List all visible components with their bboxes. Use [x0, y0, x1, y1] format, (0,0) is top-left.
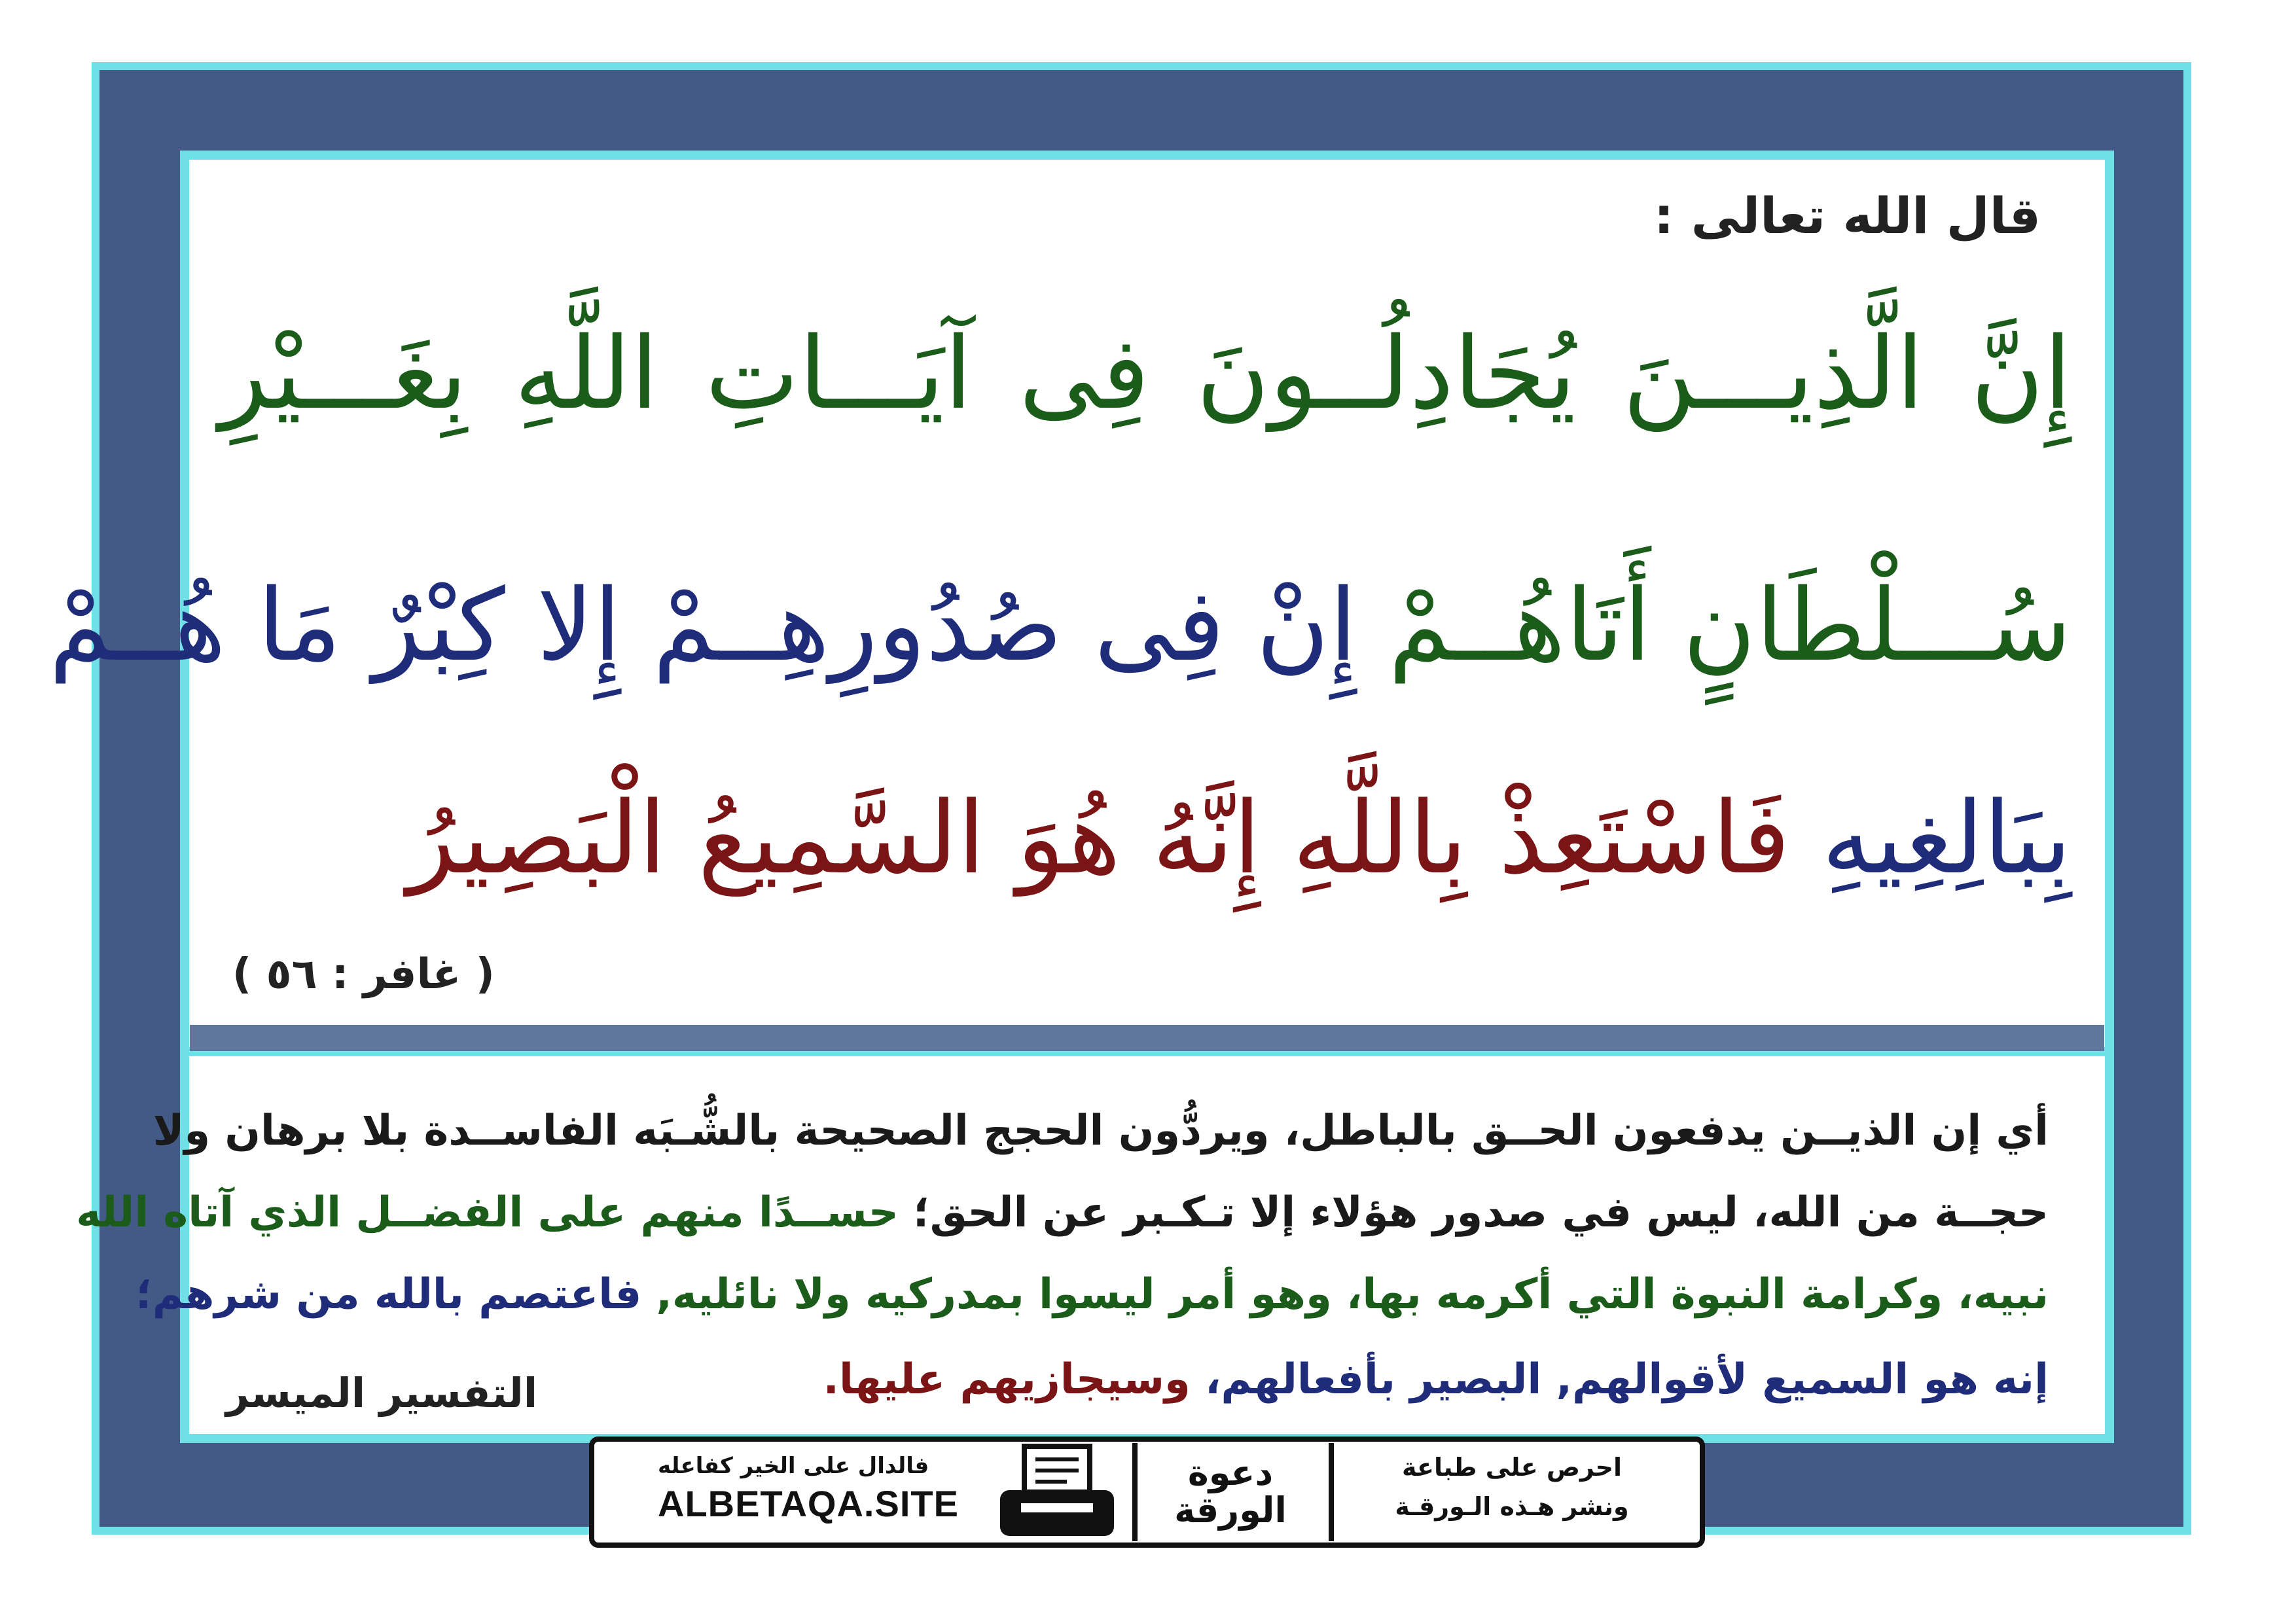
footer-note-line-1: احرص على طباعة [1401, 1453, 1623, 1482]
tafsir-line-3-blue: فاعتصم بالله من شرهم؛ [135, 1270, 642, 1319]
tafsir-source: التفسير الميسر [226, 1369, 538, 1417]
footer-divider-right [1329, 1443, 1334, 1541]
verse-line-3-blue: بِبَالِغِيهِ [1821, 780, 2072, 896]
dawah-logo [1162, 1443, 1299, 1541]
tafsir-line-4 [823, 1355, 2049, 1405]
printer-icon [995, 1443, 1119, 1541]
verse-line-2 [48, 567, 2072, 683]
verse-line-1: إِنَّ الَّذِيـــنَ يُجَادِلُــونَ فِى آيَـــاتِ اللَّهِ بِغَـــيْرِ [219, 315, 2072, 431]
tafsir-line-4-blue: إنه هو السميع لأقوالهم, البصير بأفعالهم، [1205, 1355, 2049, 1404]
logo-line-1: دعوة [1187, 1452, 1274, 1494]
footer-divider-left [1132, 1443, 1138, 1541]
verse-line-3-red: فَاسْتَعِذْ بِاللَّهِ إِنَّهُ هُوَ السَّمِيعُ الْبَصِيرُ [407, 780, 1791, 896]
footer-site-link[interactable]: ALBETAQA.SITE [658, 1483, 959, 1524]
page-title: قال الله تعالى : [1653, 187, 2041, 245]
footer-slogan: فالدال على الخير كفاعله [658, 1453, 929, 1479]
tafsir-line-2-dark: حجــة من الله، ليس في صدور هؤلاء إلا تـكـبر عن الحق؛ [913, 1188, 2049, 1237]
verse-line-2-green: سُـــلْطَانٍ أَتَاهُــمْ [1388, 567, 2072, 683]
verse-reference: ( غافر : ٥٦ ) [232, 950, 495, 999]
tafsir-line-4-red: وسيجازيهم عليها. [823, 1355, 1191, 1404]
tafsir-line-3 [135, 1270, 2049, 1320]
tafsir-line-2-green: حســدًا منهم على الفضــل الذي آتاه الله [76, 1188, 899, 1237]
tafsir-line-3-green: نبيه، وكرامة النبوة التي أكرمه بها، وهو أمر ليسوا بمدركيه ولا نائليه, [656, 1270, 2049, 1319]
footer-note-line-2: ونشر هـذه الـورقـة [1395, 1492, 1629, 1521]
panel-divider [190, 1025, 2104, 1051]
verse-line-2-blue: إِنْ فِى صُدُورِهِــمْ إِلا كِبْرٌ مَا هُــمْ [48, 567, 1357, 683]
tafsir-line-1: أي إن الذيــن يدفعون الحــق بالباطل، ويردُّون الحجج الصحيحة بالشُّـبَه الفاســدة بلا برهان ولا [152, 1107, 2049, 1155]
tafsir-line-2 [76, 1188, 2049, 1238]
verse-line-3 [219, 780, 2072, 896]
logo-line-2: الورقة [1174, 1489, 1287, 1531]
